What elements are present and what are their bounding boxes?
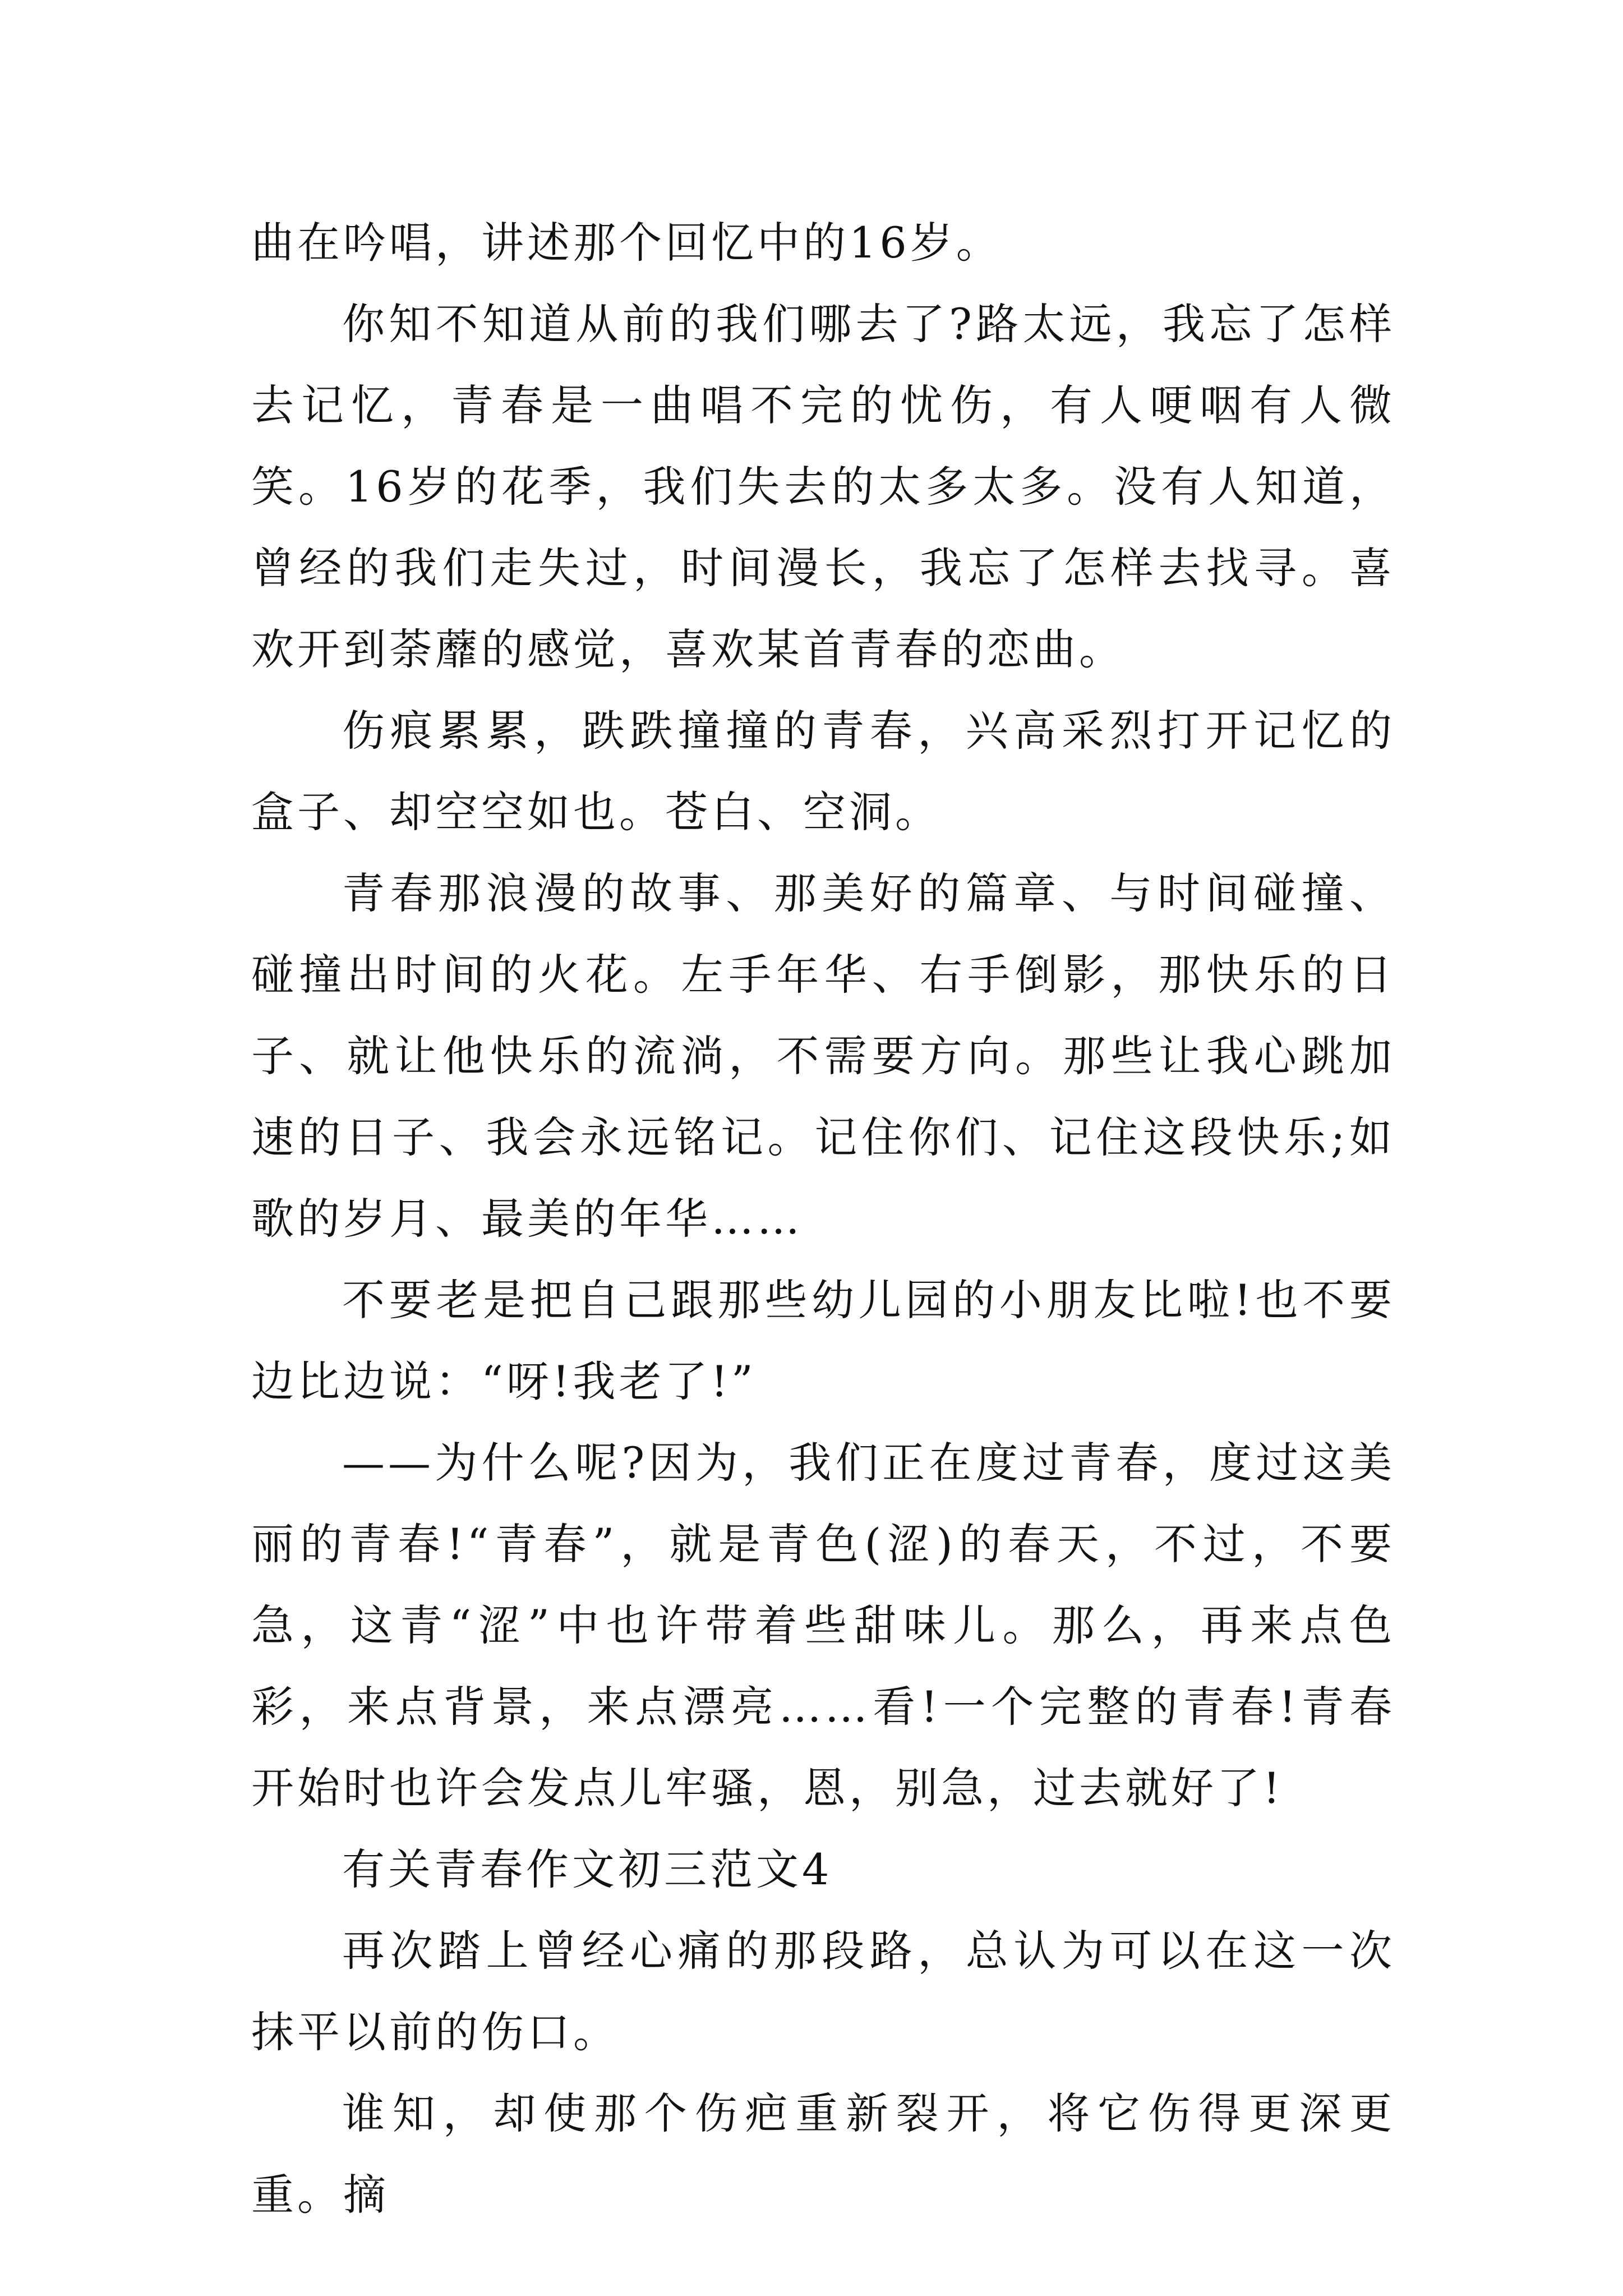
paragraph-5: 不要老是把自己跟那些幼儿园的小朋友比啦!也不要边比边说：“呀!我老了!”	[251, 1275, 1395, 1406]
paragraph-3: 伤痕累累，跌跌撞撞的青春，兴高采烈打开记忆的盒子、却空空如也。苍白、空洞。	[251, 706, 1395, 837]
section-heading: 有关青春作文初三范文4	[342, 1844, 833, 1894]
paragraph-4: 青春那浪漫的故事、那美好的篇章、与时间碰撞、碰撞出时间的火花。左手年华、右手倒影，那快乐的日子、就让他快乐的流淌，不需要方向。那些让我心跳加速的日子、我会永远铭记。记住你们、记住这段快乐;如歌的岁月、最美的年华……	[251, 868, 1395, 1244]
paragraph-8: 谁知，却使那个伤疤重新裂开，将它伤得更深更重。摘	[251, 2088, 1395, 2220]
paragraph-7: 再次踏上曾经心痛的那段路，总认为可以在这一次抹平以前的伤口。	[251, 1926, 1395, 2057]
paragraph-6: ——为什么呢?因为，我们正在度过青春，度过这美丽的青春!“青春”，就是青色(涩)的春天，不过，不要急，这青“涩”中也许带着些甜味儿。那么，再来点色彩，来点背景，来点漂亮……看!一个完整的青春!青春开始时也许会发点儿牢骚，恩，别急，过去就好了!	[251, 1438, 1395, 1813]
paragraph-2: 你知不知道从前的我们哪去了?路太远，我忘了怎样去记忆，青春是一曲唱不完的忧伤，有人哽咽有人微笑。16岁的花季，我们失去的太多太多。没有人知道，曾经的我们走失过，时间漫长，我忘了怎样去找寻。喜欢开到荼蘼的感觉，喜欢某首青春的恋曲。	[251, 299, 1395, 674]
paragraph-1: 曲在吟唱，讲述那个回忆中的16岁。	[251, 218, 1002, 268]
document-body	[251, 202, 1395, 2235]
